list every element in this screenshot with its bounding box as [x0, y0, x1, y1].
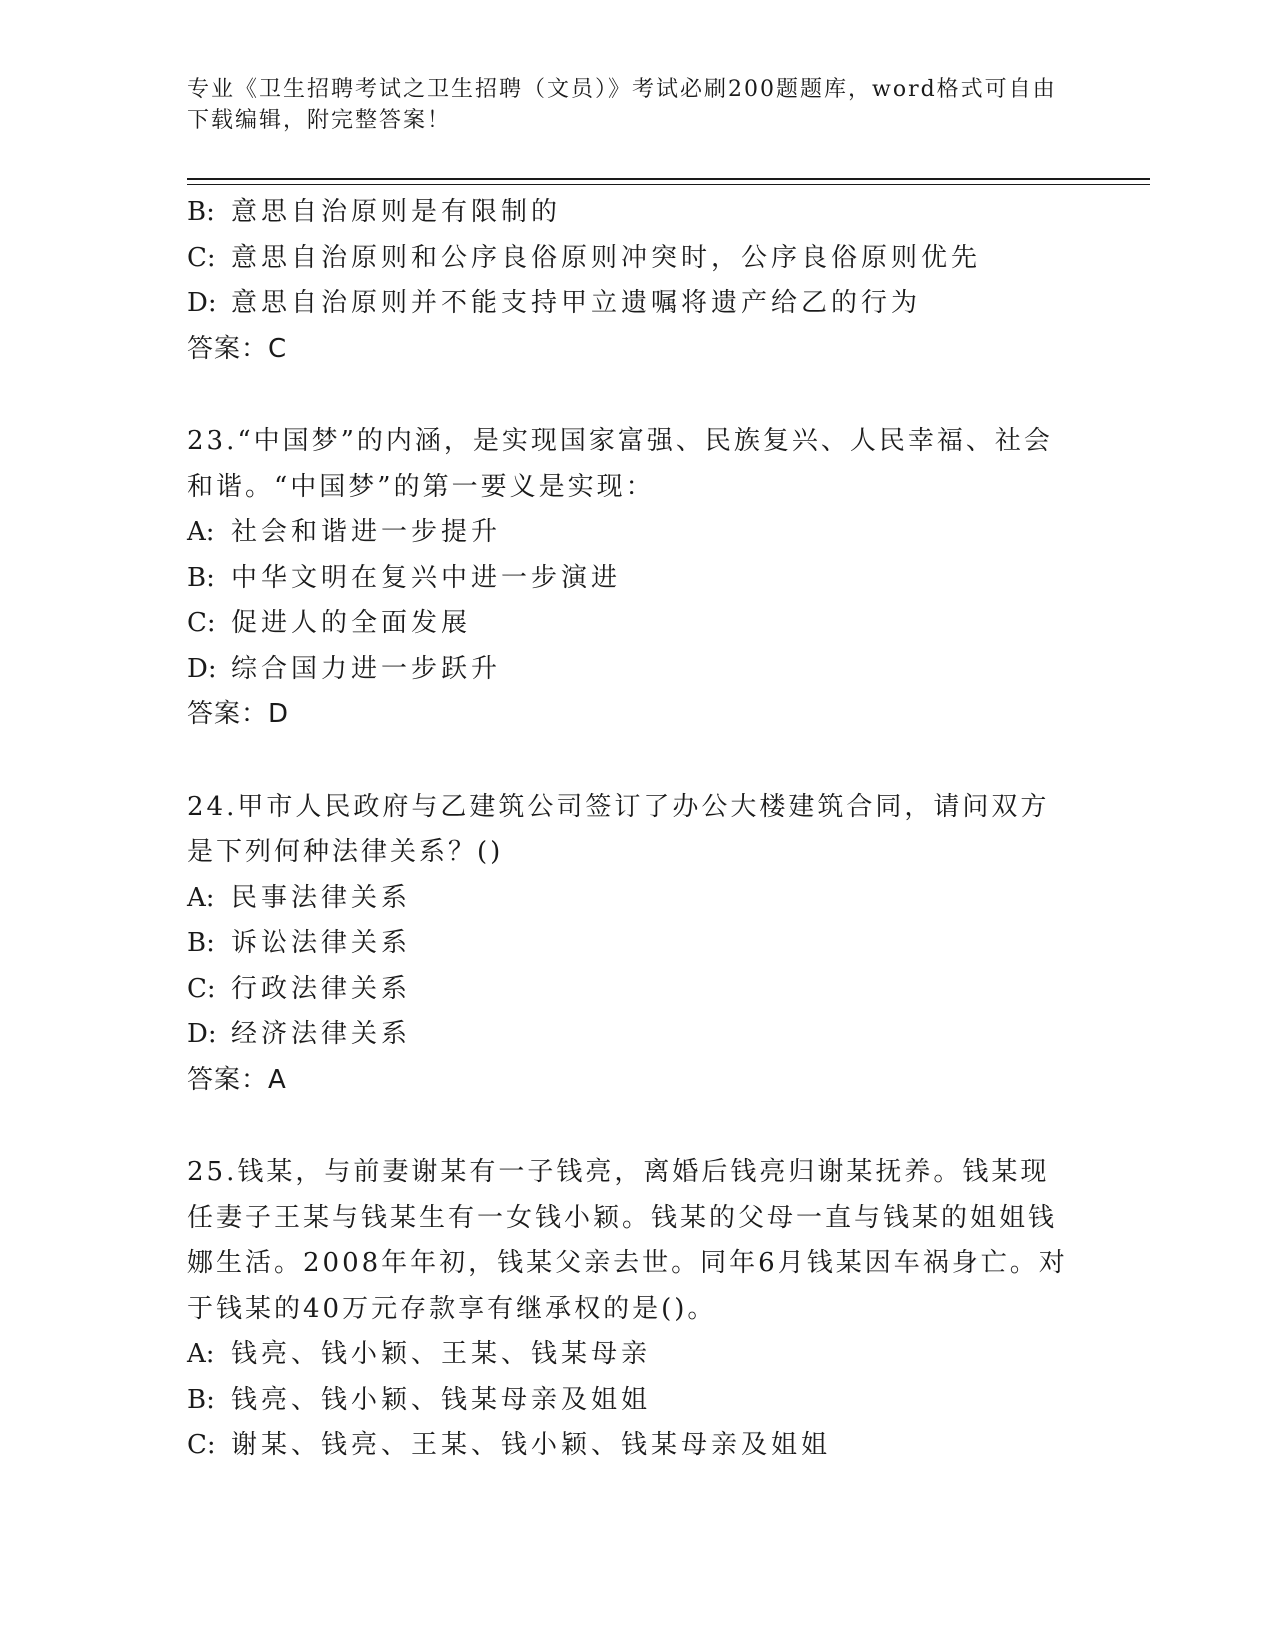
option-text: 综合国力进一步跃升: [231, 653, 502, 684]
option-letter: A:: [187, 882, 215, 913]
option-b: [187, 921, 1077, 967]
option-text: 经济法律关系: [231, 1019, 412, 1049]
option-letter: D:: [187, 1019, 217, 1049]
option-text: 促进人的全面发展: [231, 608, 472, 638]
option-b: [187, 1378, 1077, 1424]
option-letter: B:: [187, 197, 215, 227]
option-c: [187, 601, 1077, 647]
answer-line: 答案：D: [187, 699, 290, 729]
option-letter: D:: [187, 653, 217, 684]
option-d: [187, 1012, 1077, 1058]
option-text: 谢某、钱亮、王某、钱小颖、钱某母亲及姐姐: [231, 1430, 832, 1460]
option-letter: C:: [187, 1430, 216, 1460]
option-letter: B:: [187, 1384, 215, 1415]
option-letter: C:: [187, 242, 216, 273]
option-b: [187, 556, 1077, 602]
question-stem: 23.“中国梦”的内涵，是实现国家富强、民族复兴、人民幸福、社会和谐。“中国梦”的第一要义是实现：: [187, 426, 1053, 502]
option-letter: D:: [187, 288, 217, 318]
answer-line: 答案：A: [187, 1064, 287, 1095]
question-content: [187, 190, 1077, 1469]
option-text: 行政法律关系: [231, 973, 412, 1004]
header-rule-thick: [187, 178, 1150, 180]
question-stem: 24.甲市人民政府与乙建筑公司签订了办公大楼建筑合同，请问双方是下列何种法律关系？(): [187, 791, 1050, 867]
answer-line: 答案：C: [187, 333, 288, 364]
option-letter: A:: [187, 517, 215, 547]
option-text: 诉讼法律关系: [231, 928, 412, 958]
header-rule-thin: [187, 184, 1150, 185]
question-stem: 25.钱某，与前妻谢某有一子钱亮，离婚后钱亮归谢某抚养。钱某现任妻子王某与钱某生有一女钱小颖。钱某的父母一直与钱某的姐姐钱娜生活。2008年年初，钱某父亲去世。同年6月钱某因车祸身亡。对于钱某的40万元存款享有继承权的是()。: [187, 1157, 1068, 1324]
option-letter: C:: [187, 608, 216, 638]
option-letter: A:: [187, 1339, 215, 1369]
option-text: 中华文明在复兴中进一步演进: [231, 562, 622, 593]
prev-question-block: [187, 190, 1077, 372]
option-text: 钱亮、钱小颖、钱某母亲及姐姐: [231, 1384, 652, 1415]
option-d: [187, 647, 1077, 693]
option-c: [187, 1423, 1077, 1469]
question-23-block: [187, 419, 1077, 738]
option-b: [187, 190, 1077, 236]
option-text: 意思自治原则和公序良俗原则冲突时，公序良俗原则优先: [231, 242, 982, 273]
option-text: 民事法律关系: [231, 882, 412, 913]
option-a: [187, 510, 1077, 556]
option-a: [187, 1332, 1077, 1378]
question-24-block: [187, 785, 1077, 1104]
option-d: [187, 281, 1077, 327]
option-letter: B:: [187, 562, 215, 593]
question-25-block: [187, 1150, 1077, 1469]
option-text: 意思自治原则并不能支持甲立遗嘱将遗产给乙的行为: [231, 288, 922, 318]
document-header: 专业《卫生招聘考试之卫生招聘（文员）》考试必刷200题题库，word格式可自由下载编辑，附完整答案！: [187, 77, 1057, 133]
option-letter: C:: [187, 973, 216, 1004]
option-c: [187, 967, 1077, 1013]
option-c: [187, 236, 1077, 282]
option-text: 社会和谐进一步提升: [231, 517, 502, 547]
option-text: 意思自治原则是有限制的: [231, 197, 562, 227]
option-letter: B:: [187, 928, 215, 958]
option-a: [187, 876, 1077, 922]
option-text: 钱亮、钱小颖、王某、钱某母亲: [231, 1339, 652, 1369]
